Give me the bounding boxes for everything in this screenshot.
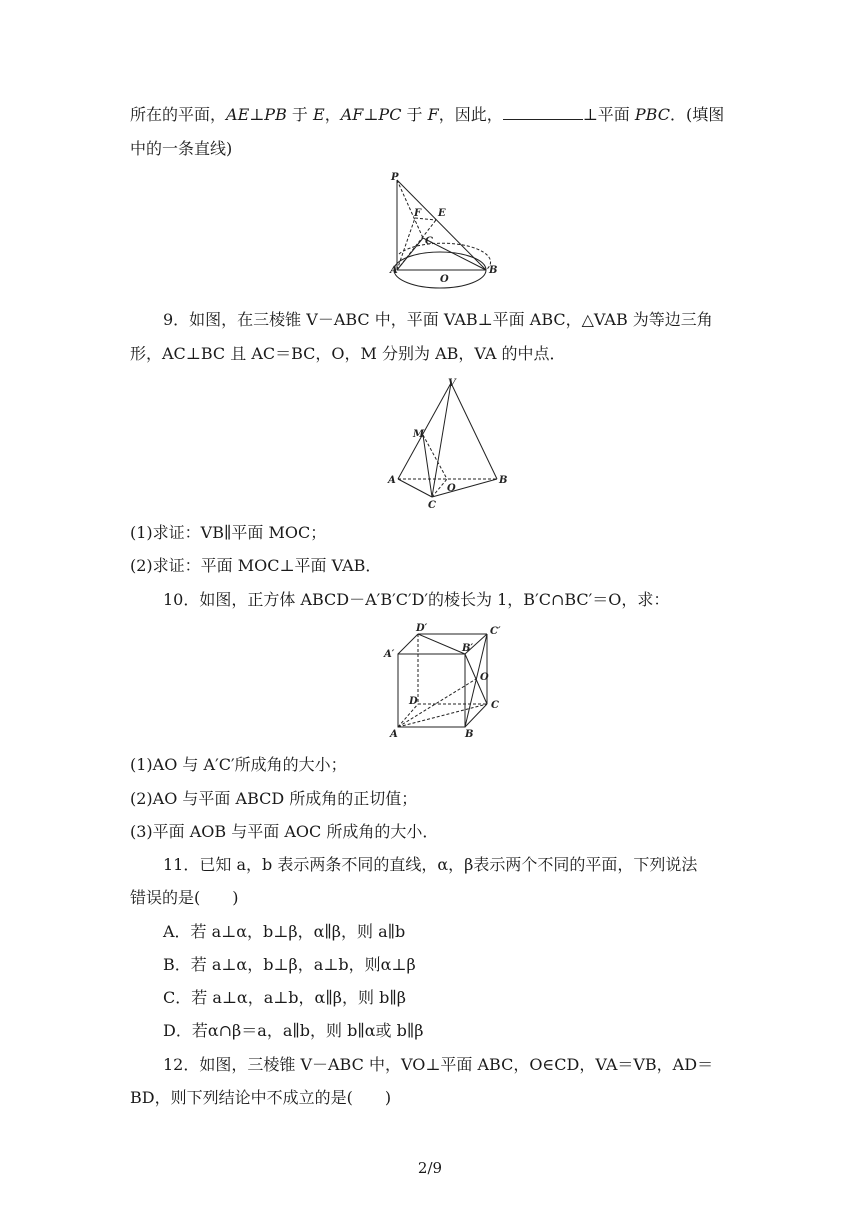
q8-text: PBC: [634, 105, 670, 124]
fig-label: D: [409, 696, 418, 707]
fig-label: E: [438, 208, 446, 219]
fig-label: O: [480, 672, 489, 683]
q8-line-1: [130, 105, 724, 125]
q8-text: PB: [264, 105, 287, 124]
answer-blank[interactable]: [503, 105, 583, 120]
q9-line-2: 形，AC⊥BC 且 AC＝BC，O，M 分别为 AB，VA 的中点．: [130, 344, 566, 363]
q11-option-c[interactable]: C．若 a⊥α，a⊥b，α∥β，则 b∥β: [163, 988, 406, 1007]
fig-label: D′: [416, 623, 428, 634]
q10-sub-3: (3)平面 AOB 与平面 AOC 所成角的大小．: [130, 822, 439, 841]
q11-option-a[interactable]: A．若 a⊥α，b⊥β，α∥β，则 a∥b: [163, 922, 406, 941]
fig-label: B: [499, 475, 508, 486]
q8-text: ，: [324, 105, 341, 124]
q8-text: PC: [378, 105, 402, 124]
fig-label: C: [425, 236, 433, 247]
fig-label: F: [414, 208, 422, 219]
fig-label: P: [391, 172, 399, 183]
fig-label: V: [448, 378, 456, 389]
q9-sub-2: (2)求证：平面 MOC⊥平面 VAB．: [130, 556, 382, 575]
q9-figure: [385, 375, 510, 510]
fig-label: A: [388, 475, 396, 486]
q9-sub-1: (1)求证：VB∥平面 MOC；: [130, 523, 327, 542]
fig-label: B′: [462, 643, 474, 654]
q8-figure: [385, 170, 510, 290]
q8-text: ⊥: [249, 105, 265, 124]
fig-label: M: [413, 429, 425, 440]
fig-label: C′: [490, 626, 501, 637]
fig-label: A: [390, 729, 398, 740]
q11-option-b[interactable]: B．若 a⊥α，b⊥β，a⊥b，则α⊥β: [163, 955, 416, 974]
q8-text: 所在的平面，: [130, 105, 227, 124]
q9-line-1: 9．如图，在三棱锥 V－ABC 中，平面 VAB⊥平面 ABC，△VAB 为等边三角: [163, 310, 713, 329]
fig-label: A: [390, 265, 398, 276]
q8-text: 于: [401, 105, 428, 124]
q8-text: 于: [286, 105, 314, 124]
q10-figure: [380, 620, 515, 742]
q11-line-1: 11．已知 a，b 表示两条不同的直线，α，β表示两个不同的平面，下列说法: [163, 855, 698, 874]
q10-sub-2: (2)AO 与平面 ABCD 所成角的正切值；: [130, 789, 418, 808]
q12-line-1: 12．如图，三棱锥 V－ABC 中，VO⊥平面 ABC，O∈CD，VA＝VB，AD＝: [163, 1055, 714, 1074]
q10-sub-1: (1)AO 与 A′C′所成角的大小；: [130, 755, 347, 774]
fig-label: O: [440, 274, 449, 285]
q8-text: ⊥: [363, 105, 379, 124]
q8-text: ，因此，: [438, 105, 503, 124]
q8-text: AF: [340, 105, 364, 124]
q11-option-d[interactable]: D．若α∩β＝a，a∥b，则 b∥α或 b∥β: [163, 1021, 424, 1040]
fig-label: B: [489, 265, 498, 276]
q8-text: E: [313, 105, 325, 124]
q12-line-2: BD，则下列结论中不成立的是( ): [130, 1088, 392, 1107]
page-number: 2/9: [417, 1159, 443, 1177]
q8-text: F: [427, 105, 439, 124]
q10-line-1: 10．如图，正方体 ABCD－A′B′C′D′的棱长为 1，B′C∩BC′＝O，求：: [163, 590, 670, 609]
fig-label: B: [465, 729, 474, 740]
fig-label: C: [491, 700, 499, 711]
fig-label: O: [447, 483, 456, 494]
fig-label: A′: [384, 649, 395, 660]
q8-text: ⊥平面: [582, 105, 635, 124]
q8-line-2: 中的一条直线): [130, 139, 233, 158]
q8-text: ．(填图: [669, 105, 725, 124]
q11-line-2: 错误的是( ): [130, 888, 239, 907]
fig-label: C: [428, 500, 436, 510]
q8-text: AE: [226, 105, 250, 124]
